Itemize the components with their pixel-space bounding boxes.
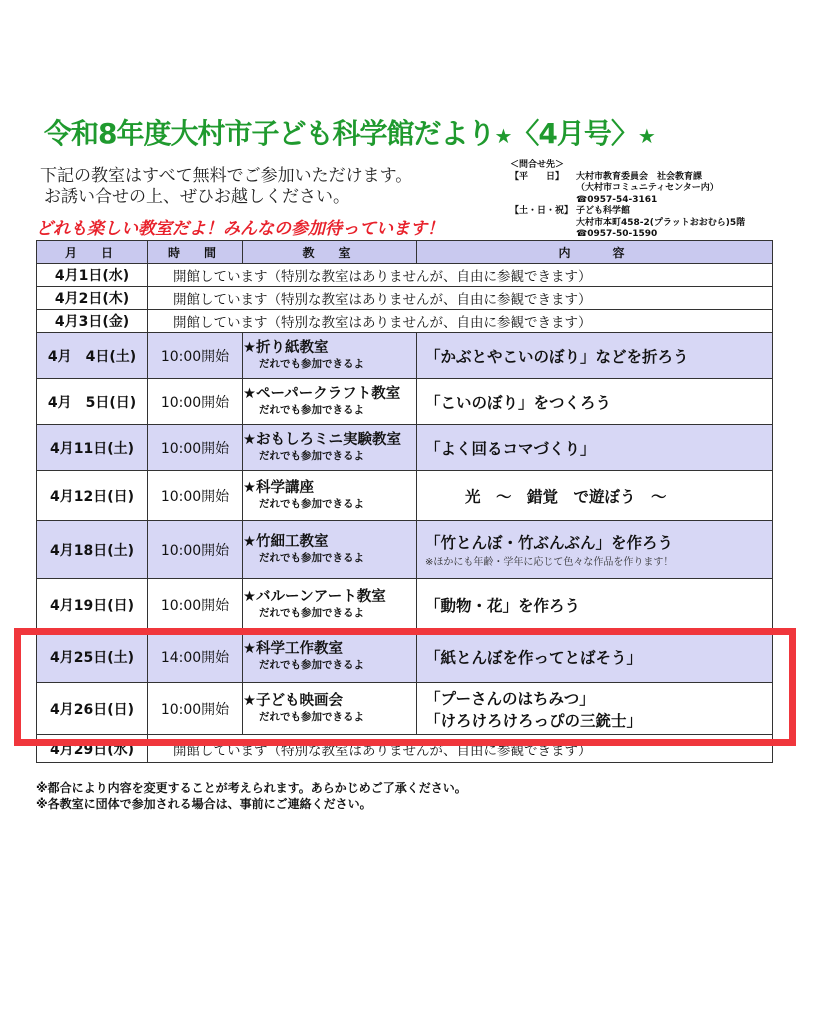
row-class [243, 579, 417, 631]
row-content: 「こいのぼり」をつくろう [417, 379, 773, 425]
row-date: 4月12日(日) [37, 471, 148, 521]
row-time: 10:00開始 [148, 579, 243, 631]
content-main: 「プーさんのはちみつ」 [425, 689, 595, 708]
class-sub: だれでも参加できるよ [259, 497, 364, 510]
row-time: 10:00開始 [148, 471, 243, 521]
row-date: 4月3日(金) [37, 310, 148, 333]
row-date: 4月 4日(土) [37, 333, 148, 379]
class-sub: だれでも参加できるよ [259, 403, 364, 416]
content-second: 「けろけろけろっぴの三銃士」 [425, 711, 643, 730]
class-title: ★子ども映画会 [243, 692, 343, 709]
contact-address: 大村市本町458-2(プラットおおむら)5階 [576, 217, 746, 228]
row-date: 4月2日(木) [37, 287, 148, 310]
row-date: 4月18日(土) [37, 521, 148, 579]
row-time: 10:00開始 [148, 333, 243, 379]
table-row [37, 521, 773, 579]
contact-name: 大村市教育委員会 社会教育課 [576, 171, 703, 182]
class-title: ★おもしろミニ実験教室 [243, 431, 401, 448]
row-date: 4月1日(水) [37, 264, 148, 287]
intro-text [40, 166, 412, 208]
table-row [37, 333, 773, 379]
note-line: ※各教室に団体で参加される場合は、事前にご連絡ください。 [36, 797, 372, 811]
class-title: ★科学講座 [243, 479, 314, 496]
intro-line: お誘い合せの上、ぜひお越しください。 [44, 187, 350, 207]
contact-key: 【平 日】 [510, 171, 565, 182]
note-line: ※都合により内容を変更することが考えられます。あらかじめご了承ください。 [36, 781, 467, 795]
row-open-text: 開館しています（特別な教室はありませんが、自由に参観できます） [148, 264, 773, 287]
row-class [243, 471, 417, 521]
contact-box [510, 160, 745, 241]
row-content [417, 521, 773, 579]
highlight-box [14, 628, 796, 746]
header-time: 時 間 [148, 241, 243, 264]
contact-key: 【土・日・祝】 [510, 206, 574, 216]
class-title: ★ペーパークラフト教室 [243, 385, 401, 402]
row-open-text: 開館しています（特別な教室はありませんが、自由に参観できます） [148, 310, 773, 333]
table-row [37, 471, 773, 521]
row-time: 14:00開始 [148, 631, 243, 683]
contact-sub: （大村市コミュニティセンター内） [576, 183, 719, 193]
content-note: ※ほかにも年齢・学年に応じて色々な作品を作ります！ [425, 557, 674, 568]
row-date: 4月 5日(日) [37, 379, 148, 425]
content-main: 「竹とんぼ・竹ぶんぶん」を作ろう [425, 534, 674, 552]
header-class: 教 室 [243, 241, 417, 264]
invitation-text: どれも楽しい教室だよ！みんなの参加待っています！ [36, 219, 444, 239]
row-open-text: 開館しています（特別な教室はありませんが、自由に参観できます） [148, 287, 773, 310]
class-title: ★バルーンアート教室 [243, 588, 386, 605]
table-header-row [37, 241, 773, 264]
page-title [44, 112, 655, 152]
table-row [37, 287, 773, 310]
header-content: 内 容 [417, 241, 773, 264]
row-content: 「動物・花」を作ろう [417, 579, 773, 631]
row-open-text: 開館しています（特別な教室はありませんが、自由に参観できます） [148, 735, 773, 763]
contact-name: 子ども科学館 [576, 206, 631, 216]
row-date: 4月11日(土) [37, 425, 148, 471]
class-title: ★竹細工教室 [243, 533, 329, 550]
row-class [243, 333, 417, 379]
row-time: 10:00開始 [148, 425, 243, 471]
class-sub: だれでも参加できるよ [259, 710, 364, 723]
row-time: 10:00開始 [148, 683, 243, 735]
row-date: 4月19日(日) [37, 579, 148, 631]
row-date: 4月25日(土) [37, 631, 148, 683]
row-content: 「紙とんぼを作ってとばそう」 [417, 631, 773, 683]
star-icon: ★ [494, 124, 512, 148]
header-date: 月 日 [37, 241, 148, 264]
row-time: 10:00開始 [148, 379, 243, 425]
table-row [37, 425, 773, 471]
intro-line: 下記の教室はすべて無料でご参加いただけます。 [40, 166, 413, 186]
row-date: 4月26日(日) [37, 683, 148, 735]
class-sub: だれでも参加できるよ [259, 551, 364, 564]
row-time: 10:00開始 [148, 521, 243, 579]
title-text: 令和8年度大村市子ども科学館だより [44, 117, 495, 150]
title-month: 〈4月号〉 [511, 117, 638, 150]
row-content: 「よく回るコマづくり」 [417, 425, 773, 471]
row-content: 光 ～ 錯覚 で遊ぼう ～ [417, 471, 773, 521]
table-row [37, 310, 773, 333]
class-sub: だれでも参加できるよ [259, 658, 364, 671]
class-title: ★科学工作教室 [243, 640, 343, 657]
contact-tel: ☎0957-54-3161 [576, 194, 658, 205]
table-row [37, 579, 773, 631]
footer-notes [36, 780, 467, 812]
row-date: 4月29日(水) [37, 735, 148, 763]
star-icon: ★ [637, 124, 655, 148]
table-row [37, 379, 773, 425]
row-content: 「かぶとやこいのぼり」などを折ろう [417, 333, 773, 379]
class-sub: だれでも参加できるよ [259, 449, 364, 462]
class-sub: だれでも参加できるよ [259, 357, 364, 370]
class-sub: だれでも参加できるよ [259, 606, 364, 619]
contact-tel: ☎0957-50-1590 [576, 229, 658, 239]
row-class [243, 379, 417, 425]
row-class [243, 425, 417, 471]
table-row [37, 264, 773, 287]
contact-header: ＜問合せ先＞ [510, 160, 565, 170]
row-class [243, 521, 417, 579]
class-title: ★折り紙教室 [243, 339, 329, 356]
